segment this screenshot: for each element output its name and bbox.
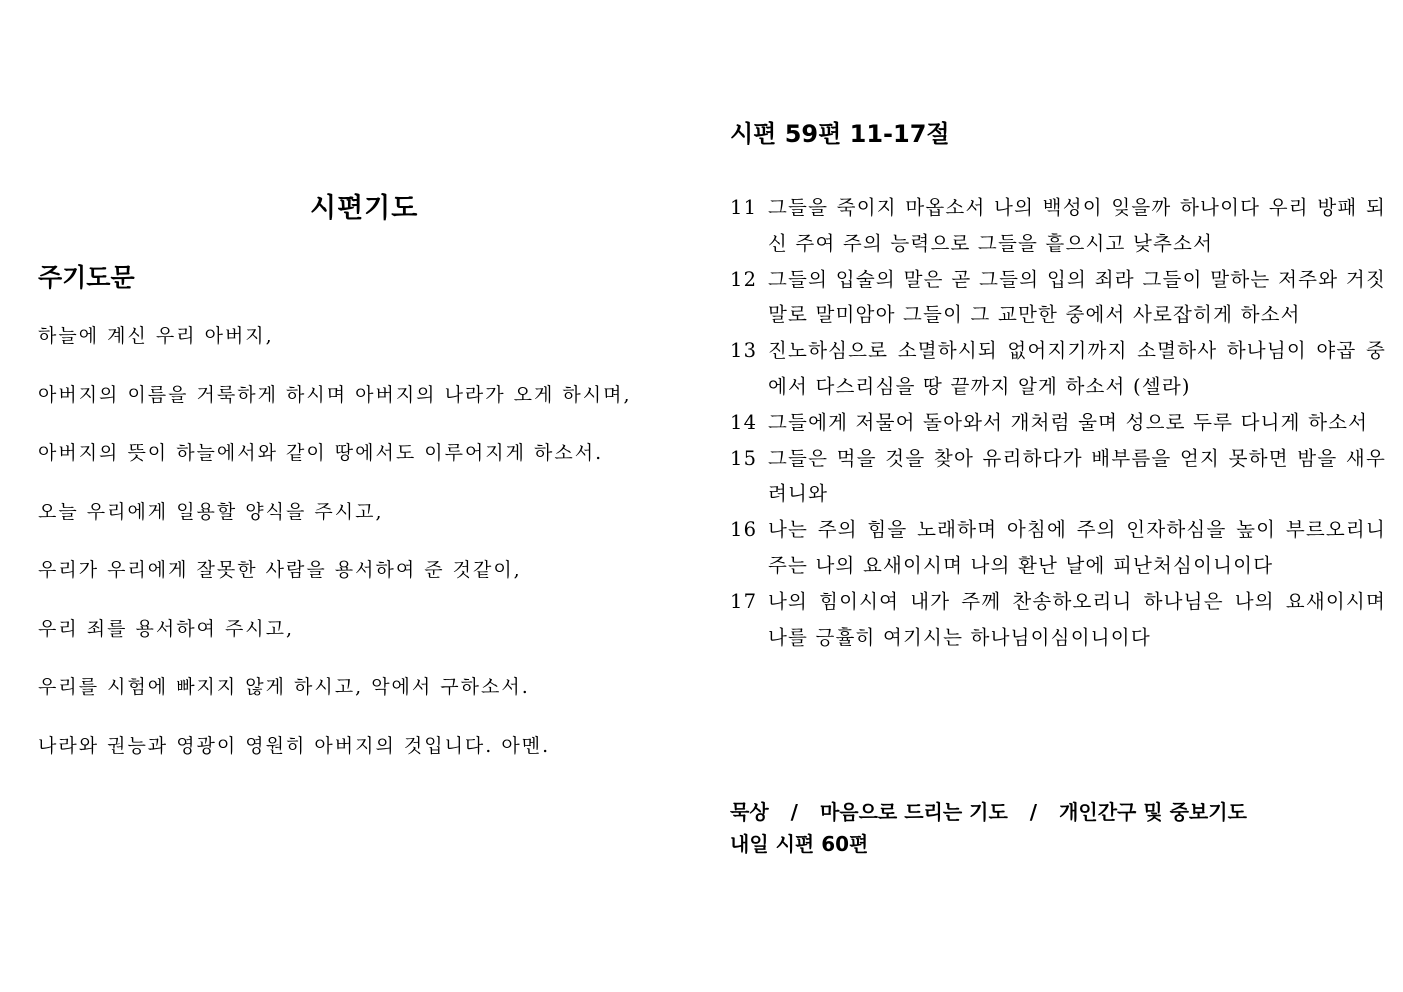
footer-separator: / — [790, 800, 798, 824]
verse — [730, 584, 1386, 656]
footer-guide — [730, 796, 1247, 860]
prayer-line: 우리가 우리에게 잘못한 사람을 용서하여 준 것같이, — [38, 559, 522, 581]
prayer-line: 오늘 우리에게 일용할 양식을 주시고, — [38, 500, 384, 523]
verse-number: 17 — [730, 589, 758, 613]
verse-text: 그들을 죽이지 마옵소서 나의 백성이 잊을까 하나이다 우리 방패 되신 주여 주의 능력으로 그들을 흩으시고 낮추소서 — [768, 196, 1386, 255]
footer-next-reading: 내일 시편 60편 — [730, 832, 869, 856]
prayer-line: 우리 죄를 용서하여 주시고, — [38, 617, 295, 640]
verse-text: 나는 주의 힘을 노래하며 아침에 주의 인자하심을 높이 부르오리니 주는 나의 요새이시며 나의 환난 날에 피난처심이니이다 — [768, 518, 1386, 577]
footer-intercession: 개인간구 및 중보기도 — [1059, 800, 1247, 824]
verse-number: 13 — [730, 339, 758, 363]
verse-text: 그들에게 저물어 돌아와서 개처럼 울며 성으로 두루 다니게 하소서 — [768, 410, 1369, 434]
psalm-verses — [730, 190, 1386, 655]
lords-prayer-text — [38, 322, 698, 790]
lords-prayer-heading: 주기도문 — [38, 263, 135, 292]
prayer-line: 나라와 권능과 영광이 영원히 아버지의 것입니다. 아멘. — [38, 734, 551, 757]
verse — [730, 333, 1386, 405]
prayer-line: 아버지의 뜻이 하늘에서와 같이 땅에서도 이루어지게 하소서. — [38, 442, 604, 464]
psalm-reference-title: 시편 59편 11-17절 — [730, 120, 950, 148]
verse-number: 15 — [730, 446, 758, 470]
verse-text: 그들은 먹을 것을 찾아 유리하다가 배부름을 얻지 못하면 밤을 새우려니와 — [768, 446, 1386, 506]
footer-prayer: 마음으로 드리는 기도 — [819, 800, 1008, 824]
prayer-line: 우리를 시험에 빠지지 않게 하시고, 악에서 구하소서. — [38, 676, 530, 698]
verse — [730, 190, 1386, 262]
footer-meditation: 묵상 — [730, 800, 769, 824]
verse-number: 16 — [730, 518, 758, 542]
verse-number: 11 — [730, 196, 758, 219]
verse — [730, 262, 1386, 334]
footer-steps — [730, 796, 1247, 828]
verse-number: 14 — [730, 410, 758, 434]
verse-text: 나의 힘이시여 내가 주께 찬송하오리니 하나님은 나의 요새이시며 나를 긍휼히 여기시는 하나님이심이니이다 — [768, 589, 1386, 649]
verse — [730, 512, 1386, 584]
page-title: 시편기도 — [310, 193, 419, 224]
verse-text: 그들의 입술의 말은 곧 그들의 입의 죄라 그들이 말하는 저주와 거짓말로 말미암아 그들이 그 교만한 중에서 사로잡히게 하소서 — [768, 267, 1386, 327]
verse — [730, 441, 1386, 513]
prayer-line: 아버지의 이름을 거룩하게 하시며 아버지의 나라가 오게 하시며, — [38, 383, 632, 406]
prayer-line: 하늘에 계신 우리 아버지, — [38, 325, 274, 347]
verse-text: 진노하심으로 소멸하시되 없어지기까지 소멸하사 하나님이 야곱 중에서 다스리심을 땅 끝까지 알게 하소서 (셀라) — [768, 339, 1386, 398]
verse-number: 12 — [730, 267, 758, 291]
footer-separator: / — [1029, 800, 1038, 824]
verse — [730, 405, 1386, 441]
